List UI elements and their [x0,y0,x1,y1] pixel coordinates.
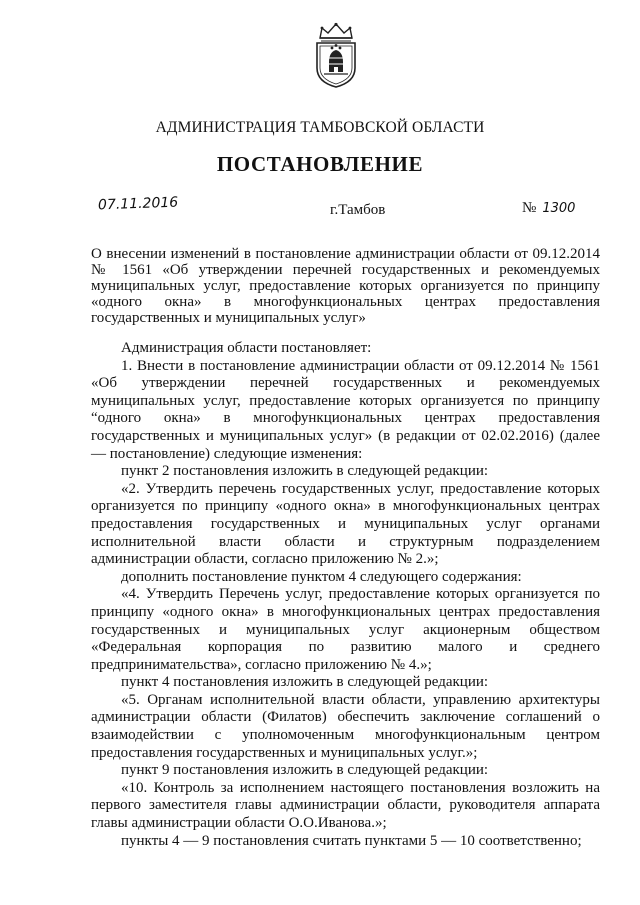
body-paragraph: «4. Утвердить Перечень услуг, предоставление которых организуется по принципу «одного окна» в многофункциональных центрах предоставления государственных и муниципальных услуг акционерным обществом «Федеральная корпорация по развитию малого и среднего предпринимательства», согласно приложению № 4.»; [91,586,600,673]
body-paragraph: пункт 2 постановления изложить в следующей редакции: [121,463,489,480]
organization-name: АДМИНИСТРАЦИЯ ТАМБОВСКОЙ ОБЛАСТИ [155,119,485,136]
number-value: 1300 [542,201,576,216]
body-paragraph: дополнить постановление пунктом 4 следующего содержания: [121,568,522,585]
number-label: № [522,200,537,216]
document-subject: О внесении изменений в постановление администрации области от 09.12.2014 № 1561 «Об утверждении перечней государственных и рекомендуемых муниципальных услуг, предоставление которых организуется по принципу «одного окна» в многофункциональных центрах предоставления государственных и муниципальных услуг» [91,246,600,326]
body-paragraph: Администрация области постановляет: [121,340,372,356]
body-paragraph: пункт 9 постановления изложить в следующей редакции: [121,762,489,779]
coat-of-arms-icon [312,22,360,88]
body-paragraph: пункты 4 — 9 постановления считать пунктами 5 — 10 соответственно; [121,832,582,849]
body-paragraph: «10. Контроль за исполнением настоящего постановления возложить на первого заместителя главы администрации области, руководителя аппарата главы администрации области О.О.Иванова.»; [91,779,600,832]
document-body [91,340,600,850]
document-type-title: ПОСТАНОВЛЕНИЕ [216,152,424,176]
document-city: г.Тамбов [330,202,386,218]
body-paragraph: 1. Внести в постановление администрации области от 09.12.2014 № 1561 «Об утверждении перечней государственных и рекомендуемых муниципальных услуг, предоставление которых организуется по принципу “одного окна» в многофункциональных центрах предоставления государственных и муниципальных услуг» (в редакции от 02.02.2016) (далее — постановление) следующие изменения: [91,357,600,462]
body-paragraph: «5. Органам исполнительной власти области, управлению архитектуры администрации области (Филатов) обеспечить заключение соглашений о взаимодействии с уполномоченным многофункциональным центром предоставления государственных и муниципальных услуг.»; [91,691,600,761]
body-paragraph: пункт 4 постановления изложить в следующей редакции: [121,674,489,691]
body-paragraph: «2. Утвердить перечень государственных услуг, предоставление которых организуется по принципу «одного окна» в многофункциональных центрах предоставления государственных и муниципальных услуг органами исполнительной власти области и структурным подразделением администрации области, согласно приложению № 2.»; [91,480,600,568]
document-number [522,200,575,217]
document-date: 07.11.2016 [97,194,179,214]
